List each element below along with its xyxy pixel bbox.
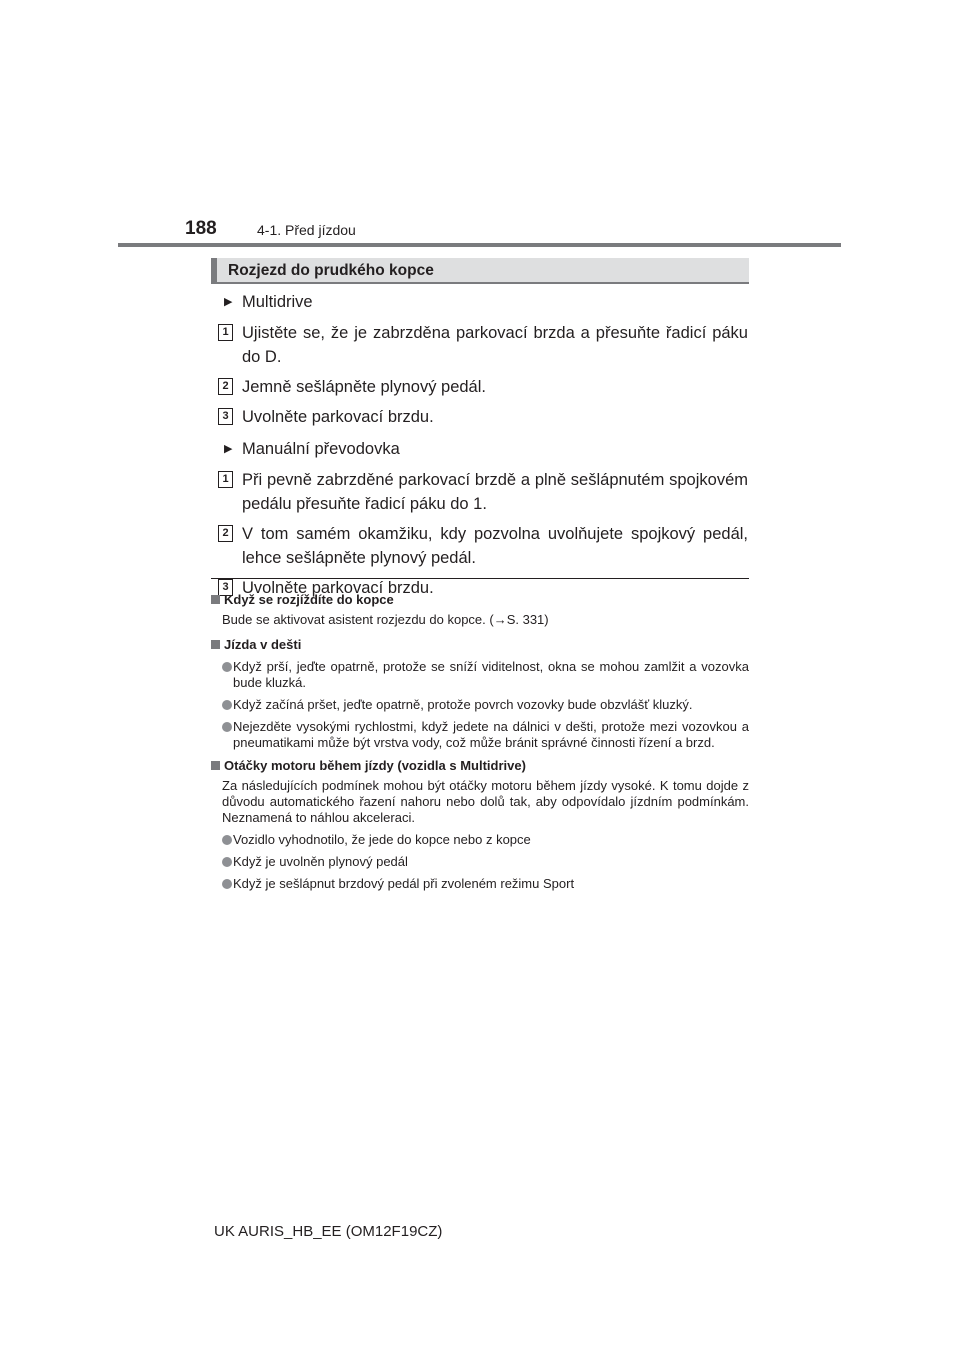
note-heading: Jízda v dešti bbox=[211, 637, 749, 653]
round-bullet-icon bbox=[222, 879, 232, 889]
step-item bbox=[218, 405, 748, 429]
step-item bbox=[218, 321, 748, 369]
note-bullet: Vozidlo vyhodnotilo, že jede do kopce nebo z kopce bbox=[211, 832, 749, 848]
step-number-badge: 1 bbox=[218, 471, 233, 488]
subsection-label: Multidrive bbox=[242, 293, 313, 311]
step-item bbox=[218, 522, 748, 570]
step-item bbox=[218, 375, 748, 399]
section-title: Rozjezd do prudkého kopce bbox=[228, 262, 434, 279]
round-bullet-icon bbox=[222, 857, 232, 867]
arrow-right-icon: ▶ bbox=[224, 443, 233, 455]
square-bullet-icon bbox=[211, 595, 220, 604]
subsection-label: Manuální převodovka bbox=[242, 440, 400, 458]
header-rule bbox=[118, 243, 841, 247]
subsection-manual bbox=[218, 437, 748, 461]
note-bullet: Když prší, jeďte opatrně, protože se sníží viditelnost, okna se mohou zamlžit a vozovka bude kluzká. bbox=[211, 659, 749, 691]
step-text: Uvolněte parkovací brzdu. bbox=[242, 408, 434, 426]
step-number-badge: 2 bbox=[218, 378, 233, 395]
round-bullet-icon bbox=[222, 700, 232, 710]
step-number-badge: 3 bbox=[218, 579, 233, 596]
note-bullet: Nejezděte vysokými rychlostmi, když jedete na dálnici v dešti, protože mezi vozovkou a pneumatikami může být vrstva vody, což může bránit správné činnosti řízení a brzd. bbox=[211, 719, 749, 751]
note-text: Bude se aktivovat asistent rozjezdu do kopce. (→S. 331) bbox=[222, 612, 549, 627]
note-bullet: Když začíná pršet, jeďte opatrně, protože povrch vozovky bude obzvlášť kluzký. bbox=[211, 697, 749, 713]
note-bullet: Když je sešlápnut brzdový pedál při zvoleném režimu Sport bbox=[211, 876, 749, 892]
section-divider bbox=[211, 578, 749, 579]
step-text: Ujistěte se, že je zabrzděna parkovací brzda a přesuňte řadicí páku do D. bbox=[242, 324, 748, 366]
section-title-box bbox=[211, 258, 749, 284]
note-bullet: Když je uvolněn plynový pedál bbox=[211, 854, 749, 870]
step-item bbox=[218, 468, 748, 516]
step-text: V tom samém okamžiku, kdy pozvolna uvolňujete spojkový pedál, lehce sešlápněte plynový pedál. bbox=[242, 525, 748, 567]
step-number-badge: 3 bbox=[218, 408, 233, 425]
square-bullet-icon bbox=[211, 640, 220, 649]
main-content bbox=[218, 290, 748, 606]
note-heading: Otáčky motoru během jízdy (vozidla s Multidrive) bbox=[211, 758, 749, 774]
round-bullet-icon bbox=[222, 835, 232, 845]
footer-model-code: UK AURIS_HB_EE (OM12F19CZ) bbox=[214, 1223, 443, 1240]
arrow-right-icon: ▶ bbox=[224, 296, 233, 308]
page-number: 188 bbox=[185, 218, 217, 239]
notes-area bbox=[211, 587, 749, 892]
subsection-multidrive bbox=[218, 290, 748, 314]
step-text: Jemně sešlápněte plynový pedál. bbox=[242, 378, 486, 396]
round-bullet-icon bbox=[222, 722, 232, 732]
note-text: Za následujících podmínek mohou být otáčky motoru během jízdy vysoké. K tomu dojde z důvodu automatického řazení nahoru nebo dolů tak, aby odpovídalo jízdním podmínkám. Neznamená to náhlou akceleraci. bbox=[222, 778, 749, 825]
step-text: Při pevně zabrzděné parkovací brzdě a plně sešlápnutém spojkovém pedálu přesuňte řadicí páku do 1. bbox=[242, 471, 748, 513]
step-number-badge: 1 bbox=[218, 324, 233, 341]
section-reference: 4-1. Před jízdou bbox=[257, 222, 356, 238]
step-text: Uvolněte parkovací brzdu. bbox=[242, 579, 434, 597]
note-heading: Když se rozjíždíte do kopce bbox=[211, 592, 749, 608]
square-bullet-icon bbox=[211, 761, 220, 770]
round-bullet-icon bbox=[222, 662, 232, 672]
step-number-badge: 2 bbox=[218, 525, 233, 542]
